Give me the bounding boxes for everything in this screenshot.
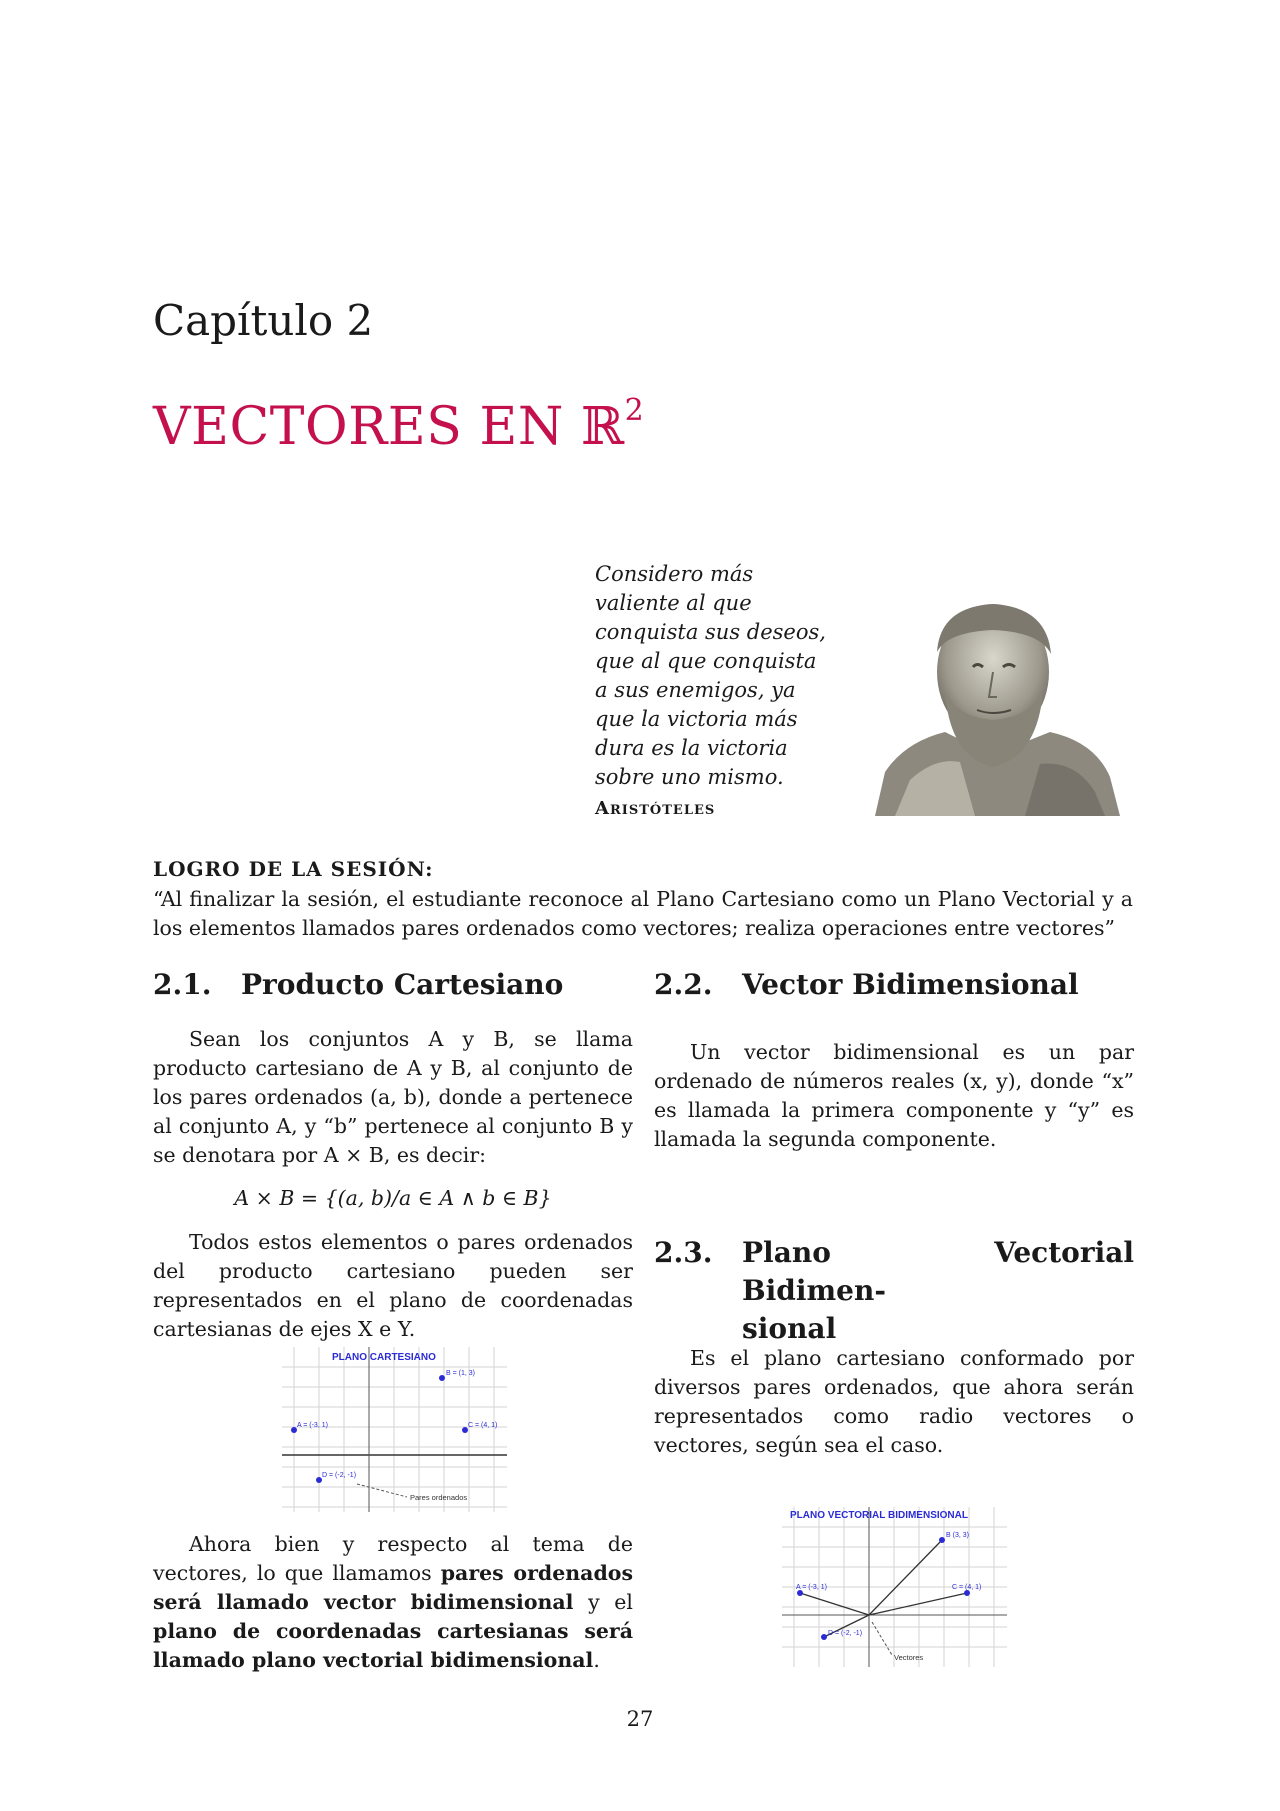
- section-2-2-paragraph-1: [654, 1038, 1134, 1154]
- page-number: 27: [626, 1707, 654, 1731]
- figure1-note: Pares ordenados: [410, 1493, 468, 1502]
- section-2-2-number: 2.2.: [654, 968, 713, 1001]
- figure1-title: PLANO CARTESIANO: [332, 1352, 436, 1363]
- section-2-2-heading: [654, 968, 1079, 1001]
- cartesian-product-formula: A × B = {(a, b)/a ∈ A ∧ b ∈ B}: [234, 1186, 552, 1210]
- section-2-3-title-line1: Plano Vectorial Bidimen-: [742, 1236, 1134, 1307]
- section-2-2-p1: Un vector bidimensional es un par ordenado de números reales (x, y), donde “x” es llamada la primera componente y “y” es llamada la segunda componente.: [654, 1040, 1134, 1151]
- section-2-1-paragraph-1: [153, 1025, 633, 1170]
- figure1-point-b: [439, 1375, 445, 1381]
- figure2-label-d: D = (-2, -1): [828, 1630, 863, 1637]
- section-2-3-number: 2.3.: [654, 1236, 713, 1269]
- section-2-1-number: 2.1.: [153, 968, 212, 1001]
- section-2-3-paragraph-1: [654, 1344, 1134, 1460]
- figure2-label-c: C = (4, 1): [952, 1584, 982, 1591]
- figure2-title: PLANO VECTORIAL BIDIMENSIONAL: [790, 1510, 968, 1521]
- section-2-1-p3: [153, 1530, 633, 1675]
- chapter-title-text: VECTORES EN ℝ: [153, 397, 625, 457]
- p3-text-d: .: [593, 1648, 600, 1672]
- figure1-label-a: A = (-3, 1): [297, 1422, 328, 1429]
- epigraph-text: Considero más valiente al que conquista sus deseos, que al que conquista a sus enemigos, ya que la victoria más dura es la victoria sobre uno mismo.: [595, 562, 826, 789]
- section-2-3-p1: Es el plano cartesiano conformado por diversos pares ordenados, que ahora serán representados como radio vectores o vectores, según sea el caso.: [654, 1346, 1134, 1457]
- vector-oc: [869, 1593, 967, 1615]
- figure2-label-a: A = (-3, 1): [796, 1584, 827, 1591]
- figure2-point-d: [821, 1634, 827, 1640]
- figure1-note-arrow: [357, 1484, 407, 1497]
- section-2-3-heading: [654, 1234, 1134, 1348]
- p3-bold-2: plano de coordenadas cartesianas será llamado plano vectorial bidimensional: [153, 1619, 633, 1672]
- figure1-label-d: D = (-2, -1): [322, 1472, 357, 1479]
- logro-heading: LOGRO DE LA SESIÓN:: [153, 857, 434, 881]
- section-2-1-p2: Todos estos elementos o pares ordenados del producto cartesiano pueden ser representados en el plano de coordenadas cartesianas de ejes X e Y.: [153, 1230, 633, 1341]
- p3-bold-1: pares ordenados será llamado vector bidimensional: [153, 1561, 633, 1614]
- section-2-1-paragraph-2: [153, 1228, 633, 1344]
- figure-plano-cartesiano: [282, 1347, 507, 1512]
- aristotle-bust-image: [865, 592, 1120, 816]
- figure2-point-b: [939, 1537, 945, 1543]
- section-2-1-paragraph-3: [153, 1530, 633, 1675]
- figure1-label-b: B = (1, 3): [446, 1370, 475, 1377]
- chapter-label: Capítulo 2: [153, 296, 374, 345]
- vector-oa: [800, 1593, 869, 1615]
- figure2-note: Vectores: [894, 1653, 924, 1662]
- section-2-1-heading: [153, 968, 563, 1001]
- chapter-title-sup: 2: [624, 393, 645, 428]
- p3-text-c: y el: [573, 1590, 633, 1614]
- section-2-3-heading-line1: [654, 1234, 1134, 1310]
- chapter-title: [153, 393, 645, 457]
- section-2-2-title: Vector Bidimensional: [742, 968, 1079, 1001]
- section-2-3-title-line2: sional: [742, 1312, 837, 1345]
- section-2-1-p1: Sean los conjuntos A y B, se llama producto cartesiano de A y B, al conjunto de los pares ordenados (a, b), donde a pertenece al conjunto A, y “b” pertenece al conjunto B y se denotara por A × B, es decir:: [153, 1027, 633, 1167]
- figure-plano-vectorial: [782, 1507, 1007, 1667]
- section-2-1-title: Producto Cartesiano: [241, 968, 564, 1001]
- epigraph: [595, 560, 835, 823]
- logro-text: “Al finalizar la sesión, el estudiante reconoce al Plano Cartesiano como un Plano Vectorial y a los elementos llamados pares ordenados como vectores; realiza operaciones entre vectores”: [153, 887, 1133, 940]
- vector-ob: [869, 1540, 942, 1615]
- figure1-label-c: C = (4, 1): [468, 1422, 498, 1429]
- p3-text-a: Ahora bien y respecto al tema de vectores, lo que llamamos: [153, 1532, 633, 1585]
- epigraph-author: Aristóteles: [595, 798, 716, 819]
- figure2-label-b: B (3, 3): [946, 1532, 969, 1539]
